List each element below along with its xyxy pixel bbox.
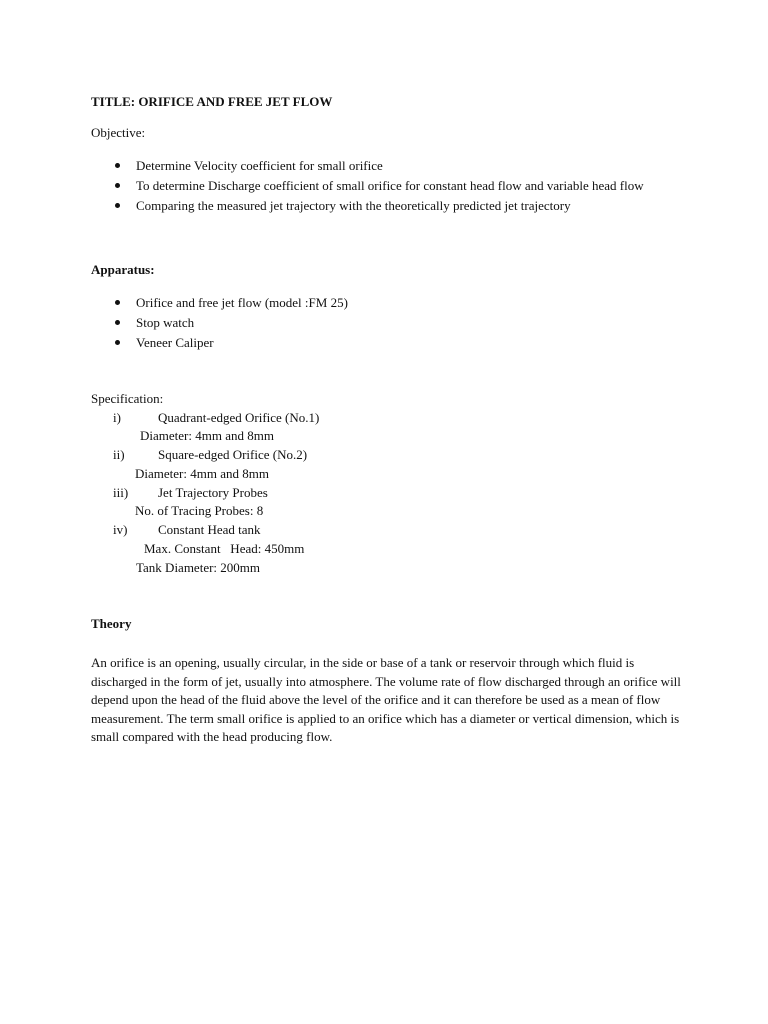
apparatus-item: Orifice and free jet flow (model :FM 25) [136,295,348,310]
spec-detail: Diameter: 4mm and 8mm [135,466,269,481]
spec-detail: Max. Constant Head: 450mm [144,541,305,556]
objective-item: Determine Velocity coefficient for small orifice [136,158,383,173]
spec-name: Jet Trajectory Probes [158,485,268,500]
spec-number: i) [113,410,121,425]
spec-name: Constant Head tank [158,522,261,537]
specification-heading: Specification: [91,391,164,406]
spec-name: Square-edged Orifice (No.2) [158,447,308,462]
bullet-icon [115,300,120,305]
objective-heading: Objective: [91,125,146,140]
objective-item: To determine Discharge coefficient of small orifice for constant head flow and variable head flow [136,178,644,193]
spec-number: ii) [113,447,125,462]
apparatus-item: Veneer Caliper [136,335,214,350]
apparatus-item: Stop watch [136,315,195,330]
spec-number: iv) [113,522,128,537]
bullet-icon [115,183,120,188]
bullet-icon [115,320,120,325]
spec-name: Quadrant-edged Orifice (No.1) [158,410,320,425]
spec-number: iii) [113,485,129,500]
theory-paragraph: An orifice is an opening, usually circular, in the side or base of a tank or reservoir through which fluid is discharged in the form of jet, usually into atmosphere. The volume rate of flow discharged through an orifice will depend upon the head of the fluid above the level of the orifice and it can therefore be used as a mean of flow measurement. The term small orifice is applied to an orifice which has a diameter or vertical dimension, which is small compared with the head producing flow. [91,655,681,744]
apparatus-heading: Apparatus: [91,262,155,277]
theory-heading: Theory [91,616,132,631]
bullet-icon [115,340,120,345]
spec-detail: Tank Diameter: 200mm [136,560,261,575]
bullet-icon [115,203,120,208]
spec-detail: Diameter: 4mm and 8mm [140,428,274,443]
objective-item: Comparing the measured jet trajectory with the theoretically predicted jet trajectory [136,198,571,213]
bullet-icon [115,163,120,168]
document-title: TITLE: ORIFICE AND FREE JET FLOW [91,94,333,109]
spec-detail: No. of Tracing Probes: 8 [135,503,264,518]
